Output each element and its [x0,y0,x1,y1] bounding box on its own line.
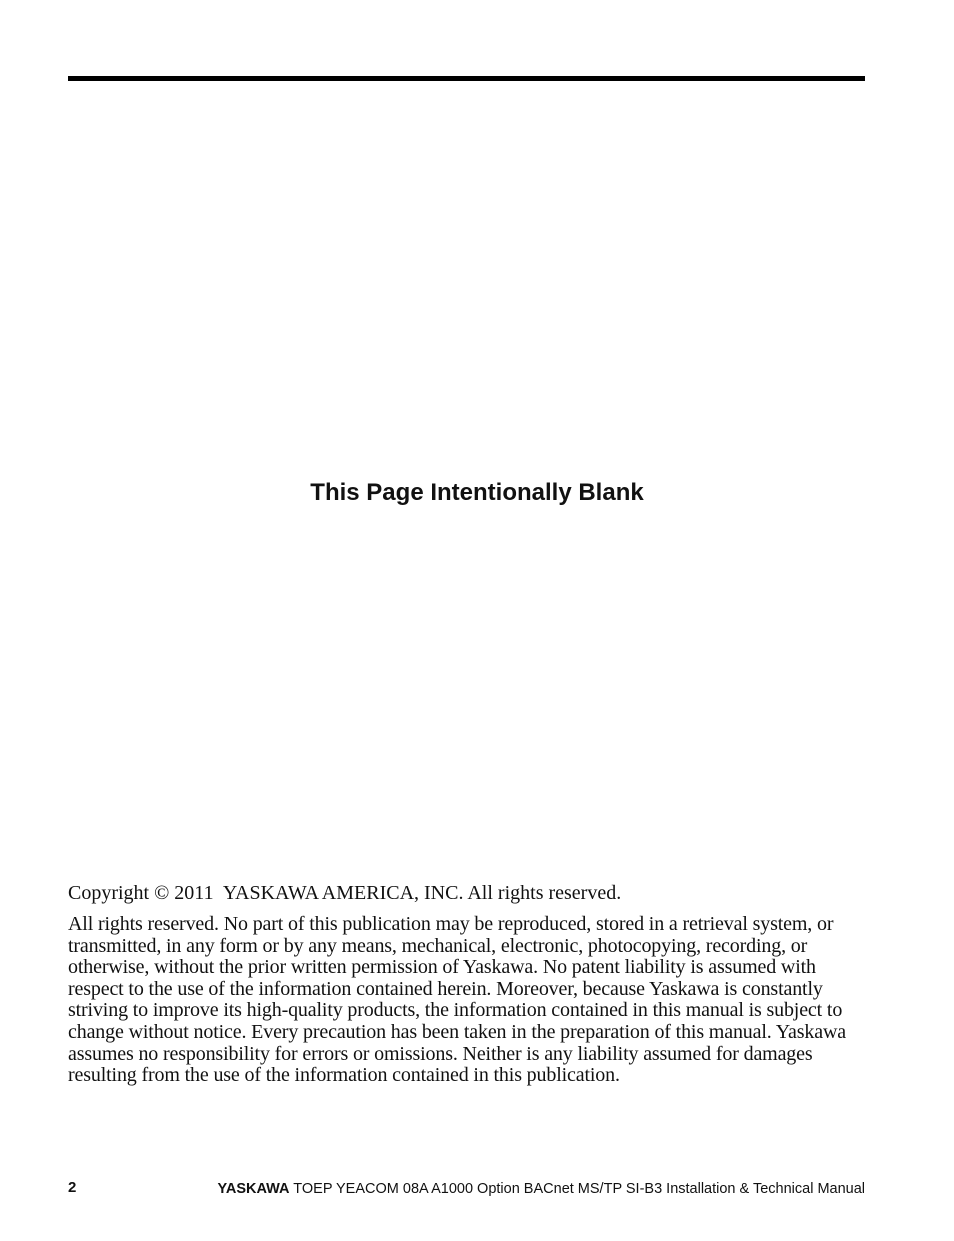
footer-title-text: TOEP YEACOM 08A A1000 Option BACnet MS/TP SI-B3 Installation & Technical Manual [289,1181,865,1197]
header-rule [68,76,865,81]
footer-brand: YASKAWA [217,1181,290,1197]
footer-manual-title [218,1179,865,1199]
blank-page-notice: This Page Intentionally Blank [310,479,644,506]
rights-paragraph: All rights reserved. No part of this publication may be reproduced, stored in a retrieval system, or transmitted, in any form or by any means, mechanical, electronic, photocopying, recording, or otherwise, without the prior written permission of Yaskawa. No patent liability is assumed with respect to the use of the information contained herein. Moreover, because Yaskawa is constantly striving to improve its high-quality products, the information contained in this manual is subject to change without notice. Every precaution has been taken in the preparation of this manual. Yaskawa assumes no responsibility for errors or omissions. Neither is any liability assumed for damages resulting from the use of the information contained in this publication. [68,913,846,1087]
copyright-line: Copyright © 2011 YASKAWA AMERICA, INC. All rights reserved. [68,882,622,904]
page-number: 2 [68,1179,77,1196]
